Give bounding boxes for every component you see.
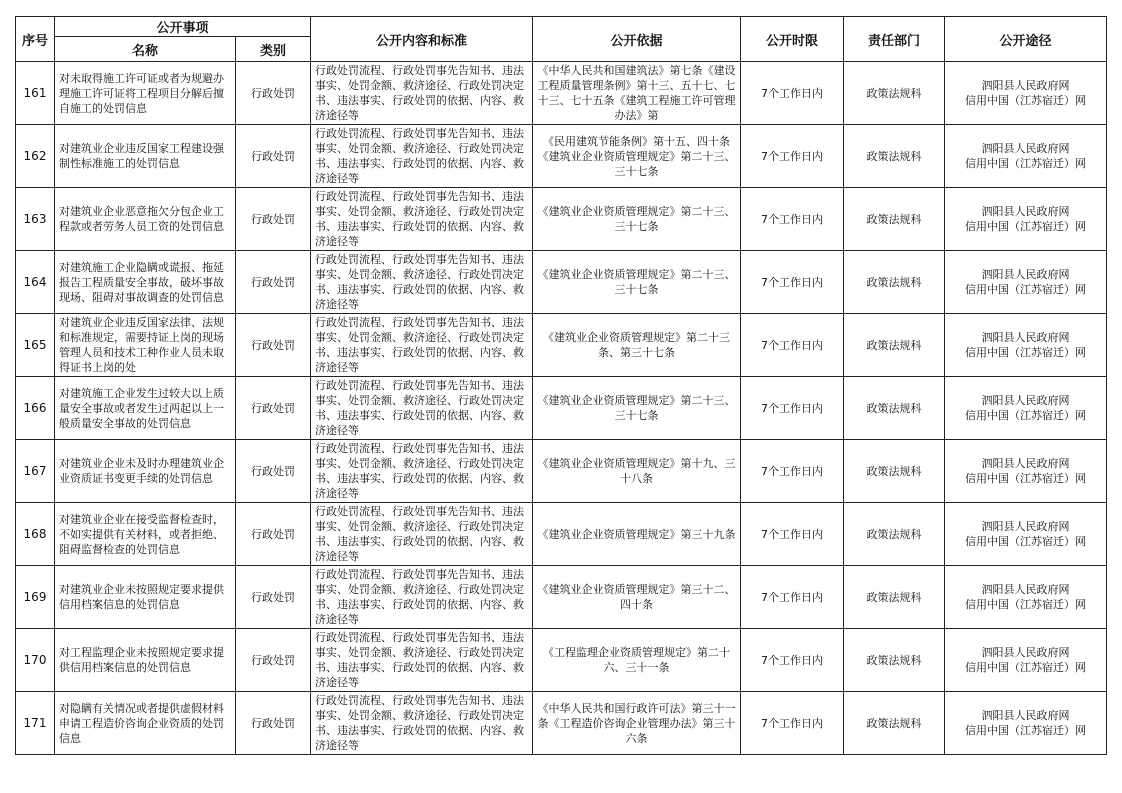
- row-seq: 169: [23, 589, 47, 604]
- row-seq: 163: [23, 211, 47, 226]
- row-department: 政策法规科: [866, 401, 922, 415]
- row-name: 对建筑业企业未及时办理建筑业企业资质证书变更手续的处罚信息: [59, 457, 224, 485]
- row-category: 行政处罚: [251, 149, 295, 163]
- row-seq: 166: [23, 400, 47, 415]
- row-basis: 《建筑业企业资质管理规定》第二十三条、第三十七条: [543, 331, 730, 359]
- row-department: 政策法规科: [866, 716, 922, 730]
- header-name: 名称: [55, 37, 236, 62]
- row-category: 行政处罚: [251, 338, 295, 352]
- row-channel: [945, 125, 1107, 188]
- row-content: 行政处罚流程、行政处罚事先告知书、违法事实、处罚金额、救济途径、行政处罚决定书、违法事实、行政处罚的依据、内容、救济途径等: [315, 127, 524, 185]
- row-name: 对建筑施工企业隐瞒或谎报、拖延报告工程质量安全事故，破坏事故现场、阻碍对事故调查的处罚信息: [59, 260, 224, 304]
- row-basis: 《中华人民共和国建筑法》第七条《建设工程质量管理条例》第十三、五十七、七十三、七十五条《建筑工程施工许可管理办法》第: [537, 64, 736, 122]
- row-basis: 《民用建筑节能条例》第十五、四十条《建筑业企业资质管理规定》第二十三、三十七条: [537, 134, 736, 178]
- row-department: 政策法规科: [866, 275, 922, 289]
- row-channel-gov-site: 泗阳县人民政府网: [981, 79, 1070, 92]
- row-channel-gov-site: 泗阳县人民政府网: [981, 394, 1070, 407]
- row-time-limit: 7个工作日内: [761, 275, 823, 289]
- table-row: [16, 62, 1107, 125]
- row-department: 政策法规科: [866, 212, 922, 226]
- row-seq: 167: [23, 463, 47, 478]
- row-category: 行政处罚: [251, 275, 295, 289]
- row-seq: 164: [23, 274, 47, 289]
- header-item-group: 公开事项: [55, 17, 311, 37]
- row-department: 政策法规科: [866, 338, 922, 352]
- row-channel: [945, 440, 1107, 503]
- table-row: [16, 377, 1107, 440]
- row-department: 政策法规科: [866, 653, 922, 667]
- row-channel-credit-site: 信用中国（江苏宿迁）网: [965, 283, 1086, 296]
- row-content: 行政处罚流程、行政处罚事先告知书、违法事实、处罚金额、救济途径、行政处罚决定书、违法事实、行政处罚的依据、内容、救济途径等: [315, 190, 524, 248]
- row-time-limit: 7个工作日内: [761, 590, 823, 604]
- row-name: 对建筑业企业违反国家法律、法规和标准规定，需要持证上岗的现场管理人员和技术工种作业人员未取得证书上岗的处: [59, 316, 224, 374]
- row-content: 行政处罚流程、行政处罚事先告知书、违法事实、处罚金额、救济途径、行政处罚决定书、违法事实、行政处罚的依据、内容、救济途径等: [315, 568, 524, 626]
- header-basis: 公开依据: [533, 17, 741, 62]
- row-channel-gov-site: 泗阳县人民政府网: [981, 268, 1070, 281]
- row-time-limit: 7个工作日内: [761, 401, 823, 415]
- table-row: [16, 503, 1107, 566]
- row-name: 对未取得施工许可证或者为规避办理施工许可证将工程项目分解后擅自施工的处罚信息: [59, 71, 224, 115]
- row-channel-credit-site: 信用中国（江苏宿迁）网: [965, 598, 1086, 611]
- row-seq: 161: [23, 85, 47, 100]
- header-time-limit: 公开时限: [741, 17, 844, 62]
- row-channel-credit-site: 信用中国（江苏宿迁）网: [965, 220, 1086, 233]
- row-channel-gov-site: 泗阳县人民政府网: [981, 331, 1070, 344]
- row-channel-gov-site: 泗阳县人民政府网: [981, 142, 1070, 155]
- row-channel-credit-site: 信用中国（江苏宿迁）网: [965, 724, 1086, 737]
- row-department: 政策法规科: [866, 590, 922, 604]
- header-seq: 序号: [16, 17, 55, 62]
- row-name: 对建筑业企业未按照规定要求提供信用档案信息的处罚信息: [59, 583, 224, 611]
- row-category: 行政处罚: [251, 527, 295, 541]
- table-row: [16, 692, 1107, 755]
- row-name: 对建筑施工企业发生过较大以上质量安全事故或者发生过两起以上一般质量安全事故的处罚信息: [59, 386, 224, 430]
- row-time-limit: 7个工作日内: [761, 212, 823, 226]
- row-channel-gov-site: 泗阳县人民政府网: [981, 709, 1070, 722]
- row-channel: [945, 629, 1107, 692]
- row-basis: 《建筑业企业资质管理规定》第二十三、三十七条: [537, 205, 736, 233]
- row-content: 行政处罚流程、行政处罚事先告知书、违法事实、处罚金额、救济途径、行政处罚决定书、违法事实、行政处罚的依据、内容、救济途径等: [315, 694, 524, 752]
- table-row: [16, 566, 1107, 629]
- row-category: 行政处罚: [251, 653, 295, 667]
- header-category: 类别: [236, 37, 311, 62]
- row-time-limit: 7个工作日内: [761, 338, 823, 352]
- row-channel: [945, 314, 1107, 377]
- header-content: 公开内容和标准: [311, 17, 533, 62]
- row-content: 行政处罚流程、行政处罚事先告知书、违法事实、处罚金额、救济途径、行政处罚决定书、违法事实、行政处罚的依据、内容、救济途径等: [315, 379, 524, 437]
- table-row: [16, 188, 1107, 251]
- row-channel: [945, 692, 1107, 755]
- row-department: 政策法规科: [866, 86, 922, 100]
- header-department: 责任部门: [844, 17, 945, 62]
- row-channel-credit-site: 信用中国（江苏宿迁）网: [965, 157, 1086, 170]
- row-channel-credit-site: 信用中国（江苏宿迁）网: [965, 535, 1086, 548]
- row-department: 政策法规科: [866, 527, 922, 541]
- row-basis: 《工程监理企业资质管理规定》第二十六、三十一条: [543, 646, 730, 674]
- row-seq: 171: [23, 715, 47, 730]
- row-seq: 162: [23, 148, 47, 163]
- row-content: 行政处罚流程、行政处罚事先告知书、违法事实、处罚金额、救济途径、行政处罚决定书、违法事实、行政处罚的依据、内容、救济途径等: [315, 253, 524, 311]
- row-department: 政策法规科: [866, 464, 922, 478]
- row-name: 对建筑业企业在接受监督检查时，不如实提供有关材料，或者拒绝、阻碍监督检查的处罚信息: [59, 512, 224, 556]
- table-body: [16, 62, 1107, 755]
- table-row: [16, 629, 1107, 692]
- row-name: 对工程监理企业未按照规定要求提供信用档案信息的处罚信息: [59, 646, 224, 674]
- row-category: 行政处罚: [251, 716, 295, 730]
- row-name: 对建筑业企业恶意拖欠分包企业工程款或者劳务人员工资的处罚信息: [59, 205, 224, 233]
- row-channel-credit-site: 信用中国（江苏宿迁）网: [965, 409, 1086, 422]
- row-category: 行政处罚: [251, 590, 295, 604]
- header-channel: 公开途径: [945, 17, 1107, 62]
- row-category: 行政处罚: [251, 401, 295, 415]
- row-seq: 165: [23, 337, 47, 352]
- row-basis: 《建筑业企业资质管理规定》第二十三、三十七条: [537, 394, 736, 422]
- row-channel-gov-site: 泗阳县人民政府网: [981, 457, 1070, 470]
- row-category: 行政处罚: [251, 86, 295, 100]
- table-row: [16, 314, 1107, 377]
- row-basis: 《建筑业企业资质管理规定》第二十三、三十七条: [537, 268, 736, 296]
- row-content: 行政处罚流程、行政处罚事先告知书、违法事实、处罚金额、救济途径、行政处罚决定书、违法事实、行政处罚的依据、内容、救济途径等: [315, 505, 524, 563]
- disclosure-table: [15, 16, 1107, 755]
- row-channel: [945, 62, 1107, 125]
- row-channel-gov-site: 泗阳县人民政府网: [981, 205, 1070, 218]
- row-basis: 《中华人民共和国行政许可法》第三十一条《工程造价咨询企业管理办法》第三十六条: [537, 701, 736, 745]
- row-category: 行政处罚: [251, 212, 295, 226]
- row-category: 行政处罚: [251, 464, 295, 478]
- row-content: 行政处罚流程、行政处罚事先告知书、违法事实、处罚金额、救济途径、行政处罚决定书、违法事实、行政处罚的依据、内容、救济途径等: [315, 64, 524, 122]
- row-channel-gov-site: 泗阳县人民政府网: [981, 646, 1070, 659]
- row-channel-credit-site: 信用中国（江苏宿迁）网: [965, 661, 1086, 674]
- row-time-limit: 7个工作日内: [761, 716, 823, 730]
- row-channel-credit-site: 信用中国（江苏宿迁）网: [965, 472, 1086, 485]
- row-channel: [945, 188, 1107, 251]
- row-channel: [945, 566, 1107, 629]
- row-name: 对建筑业企业违反国家工程建设强制性标准施工的处罚信息: [59, 142, 224, 170]
- row-department: 政策法规科: [866, 149, 922, 163]
- row-channel: [945, 251, 1107, 314]
- row-time-limit: 7个工作日内: [761, 653, 823, 667]
- row-channel-gov-site: 泗阳县人民政府网: [981, 583, 1070, 596]
- row-content: 行政处罚流程、行政处罚事先告知书、违法事实、处罚金额、救济途径、行政处罚决定书、违法事实、行政处罚的依据、内容、救济途径等: [315, 631, 524, 689]
- table-row: [16, 251, 1107, 314]
- row-channel-credit-site: 信用中国（江苏宿迁）网: [965, 346, 1086, 359]
- table-row: [16, 440, 1107, 503]
- row-time-limit: 7个工作日内: [761, 464, 823, 478]
- row-seq: 170: [23, 652, 47, 667]
- row-time-limit: 7个工作日内: [761, 527, 823, 541]
- row-channel-credit-site: 信用中国（江苏宿迁）网: [965, 94, 1086, 107]
- row-name: 对隐瞒有关情况或者提供虚假材料申请工程造价咨询企业资质的处罚信息: [59, 701, 224, 745]
- row-basis: 《建筑业企业资质管理规定》第十九、三十八条: [537, 457, 736, 485]
- row-seq: 168: [23, 526, 47, 541]
- row-basis: 《建筑业企业资质管理规定》第三十二、四十条: [537, 583, 736, 611]
- row-content: 行政处罚流程、行政处罚事先告知书、违法事实、处罚金额、救济途径、行政处罚决定书、违法事实、行政处罚的依据、内容、救济途径等: [315, 316, 524, 374]
- row-channel: [945, 377, 1107, 440]
- row-time-limit: 7个工作日内: [761, 86, 823, 100]
- row-basis: 《建筑业企业资质管理规定》第三十九条: [537, 527, 736, 541]
- row-time-limit: 7个工作日内: [761, 149, 823, 163]
- table-row: [16, 125, 1107, 188]
- row-content: 行政处罚流程、行政处罚事先告知书、违法事实、处罚金额、救济途径、行政处罚决定书、违法事实、行政处罚的依据、内容、救济途径等: [315, 442, 524, 500]
- row-channel: [945, 503, 1107, 566]
- row-channel-gov-site: 泗阳县人民政府网: [981, 520, 1070, 533]
